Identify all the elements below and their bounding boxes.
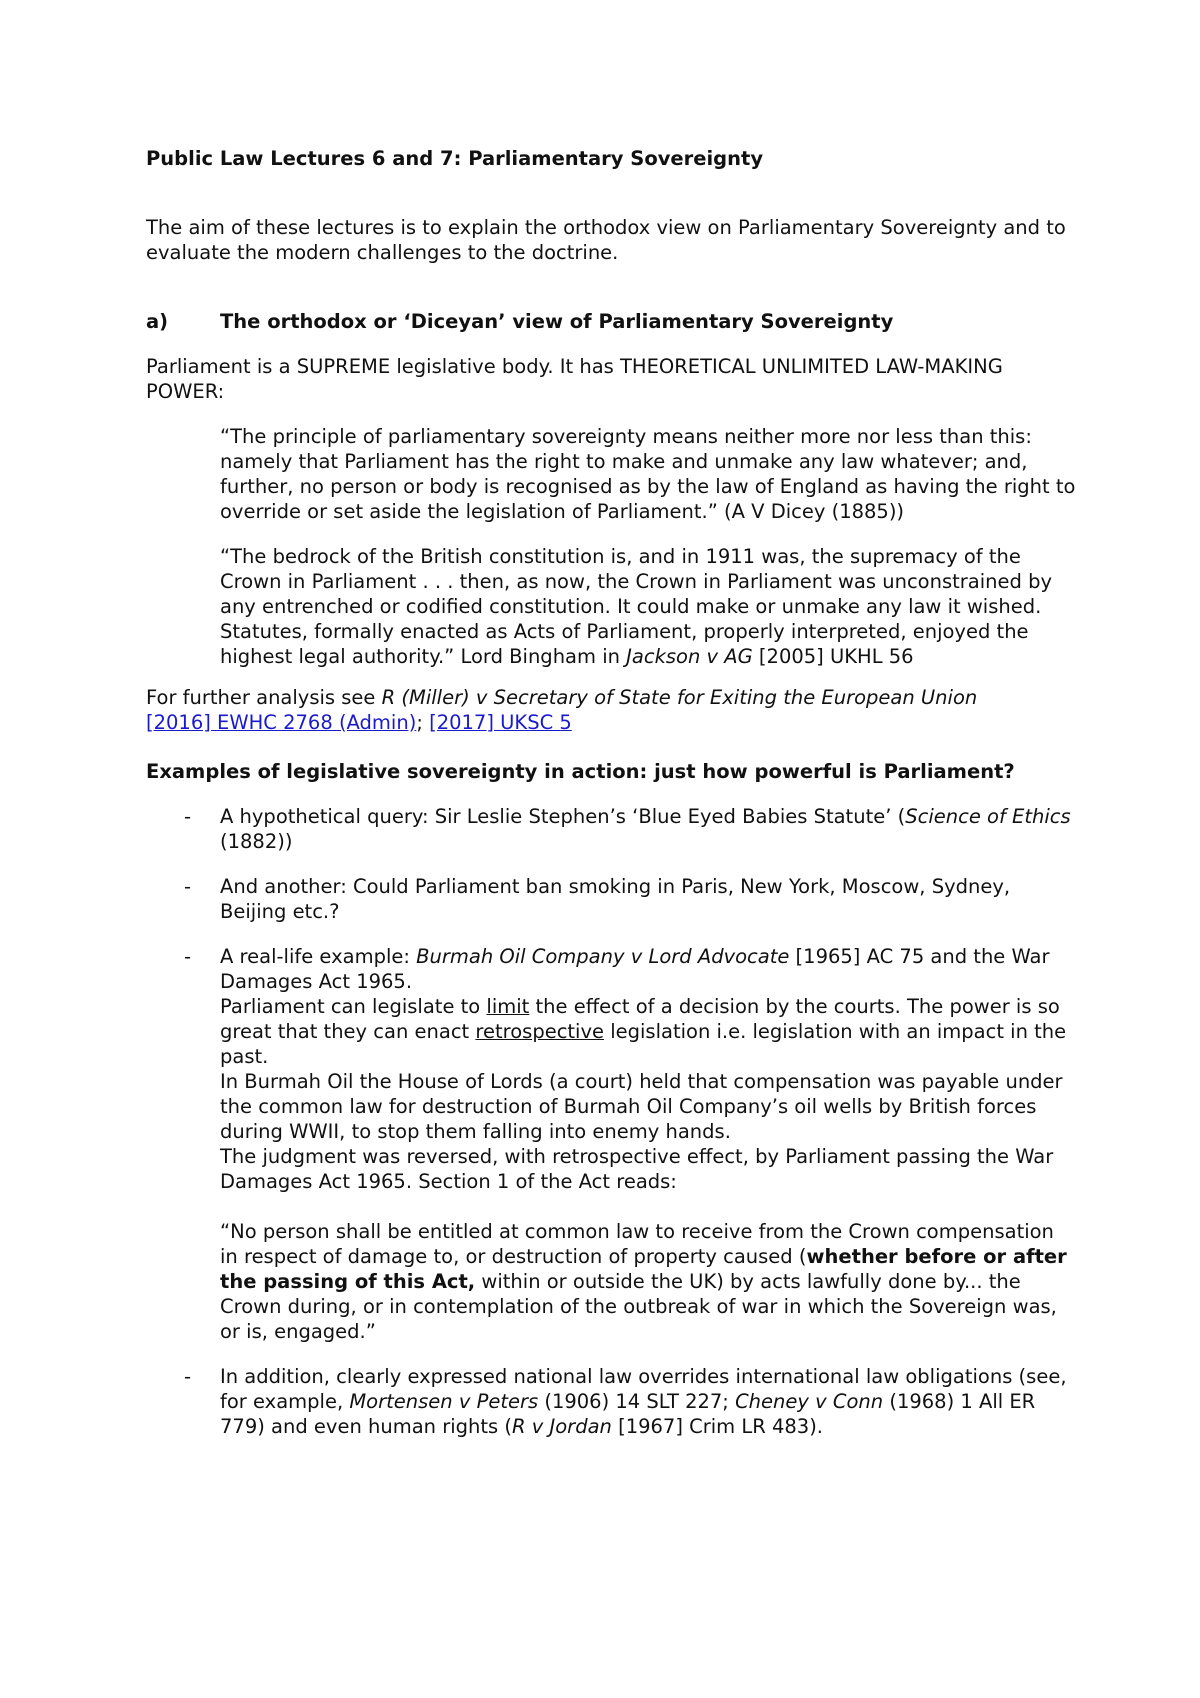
underlined-limit: limit bbox=[486, 995, 530, 1018]
document-page bbox=[146, 146, 1076, 1459]
examples-heading: Examples of legislative sovereignty in action: just how powerful is Parliament? bbox=[146, 760, 1015, 783]
quote-post: within or outside the UK) by acts lawfully done by... the Crown during, or in contemplation of the outbreak of war in which the Sovereign was, or is, engaged.” bbox=[220, 1270, 1057, 1343]
list-item bbox=[146, 804, 1076, 854]
further-prefix: For further analysis see bbox=[146, 686, 382, 709]
list-item-content bbox=[220, 1364, 1076, 1439]
bullet-3-intro: A real-life example: bbox=[220, 945, 417, 968]
case-name-jordan: R v Jordan bbox=[512, 1415, 612, 1438]
bingham-citation: [2005] UKHL 56 bbox=[752, 645, 914, 668]
case-name-mortensen: Mortensen v Peters bbox=[349, 1390, 539, 1413]
intro-paragraph: The aim of these lectures is to explain the orthodox view on Parliamentary Sovereignty and to evaluate the modern challenges to the doctrine. bbox=[146, 216, 1066, 264]
dash-bullet: - bbox=[184, 805, 192, 828]
further-analysis-paragraph bbox=[146, 685, 1076, 735]
book-title-science-of-ethics: Science of Ethics bbox=[905, 805, 1071, 828]
dash-bullet: - bbox=[184, 875, 192, 898]
section-a-number: a) bbox=[146, 310, 169, 333]
quote-pre: “No person shall be entitled at common law to receive from the Crown compensation in respect of damage to, or destruction of property caused ( bbox=[220, 1220, 1054, 1268]
link-uksc-2017[interactable]: [2017] UKSC 5 bbox=[429, 711, 572, 734]
quote-bold-text: whether before or after the passing of this Act, bbox=[220, 1245, 1067, 1293]
bullet-4-pre: In addition, clearly expressed national law overrides international law obligations (see, for example, bbox=[220, 1365, 1067, 1413]
case-name-jackson: Jackson v AG bbox=[626, 645, 753, 668]
bullet-4-mid2: (1968) 1 All ER 779) and even human rights ( bbox=[220, 1390, 1036, 1438]
bullet-3-line-4: The judgment was reversed, with retrospective effect, by Parliament passing the War Damages Act 1965. Section 1 of the Act reads: bbox=[220, 1145, 1054, 1193]
bullet-4-post: [1967] Crim LR 483). bbox=[611, 1415, 824, 1438]
bullet-3-citation: [1965] AC 75 and the War Damages Act 1965. bbox=[220, 945, 1050, 993]
dash-bullet: - bbox=[184, 945, 192, 968]
bullet-3-l2-mid: the effect of a decision by the courts. The power is so great that they can enact bbox=[220, 995, 1060, 1043]
case-name-burmah-oil: Burmah Oil Company v Lord Advocate bbox=[416, 945, 790, 968]
list-item-content bbox=[220, 804, 1076, 854]
section-a-heading bbox=[146, 309, 1076, 334]
link-ewhc-2016[interactable]: [2016] EWHC 2768 (Admin) bbox=[146, 711, 417, 734]
case-name-miller: R (Miller) v Secretary of State for Exiting the European Union bbox=[381, 686, 978, 709]
bullet-1-year: (1882)) bbox=[220, 830, 293, 853]
bingham-quote-text: “The bedrock of the British constitution is, and in 1911 was, the supremacy of the Crown in Parliament . . . then, as now, the Crown in Parliament was unconstrained by any entrenched or codified constitution. It could make or unmake any law it wished. Statutes, formally enacted as Acts of Parliament, properly interpreted, enjoyed the highest legal authority.” Lord Bingham in bbox=[220, 545, 1053, 668]
case-name-cheney: Cheney v Conn bbox=[735, 1390, 884, 1413]
underlined-retrospective: retrospective bbox=[475, 1020, 605, 1043]
bullet-2-text: And another: Could Parliament ban smoking in Paris, New York, Moscow, Sydney, Beijing etc.? bbox=[220, 875, 1011, 923]
section-a-title: The orthodox or ‘Diceyan’ view of Parliamentary Sovereignty bbox=[220, 310, 894, 333]
list-item-content bbox=[220, 944, 1076, 1344]
bullet-4-mid1: (1906) 14 SLT 227; bbox=[538, 1390, 736, 1413]
bullet-1-text: A hypothetical query: Sir Leslie Stephen’s ‘Blue Eyed Babies Statute’ ( bbox=[220, 805, 906, 828]
dicey-quote: “The principle of parliamentary sovereignty means neither more nor less than this: namely that Parliament has the right to make and unmake any law whatever; and, further, no person or body is recognised as by the law of England as having the right to override or set aside the legislation of Parliament.” (A V Dicey (1885)) bbox=[220, 425, 1076, 523]
bingham-quote bbox=[220, 544, 1076, 669]
bullet-3-line-2 bbox=[220, 994, 1076, 1069]
bullet-3-l2-post: legislation i.e. legislation with an impact in the past. bbox=[220, 1020, 1067, 1068]
bullet-3-l2-pre: Parliament can legislate to bbox=[220, 995, 487, 1018]
document-title: Public Law Lectures 6 and 7: Parliamentary Sovereignty bbox=[146, 147, 764, 170]
bullet-3-line-3: In Burmah Oil the House of Lords (a court) held that compensation was payable under the common law for destruction of Burmah Oil Company’s oil wells by British forces during WWII, to stop them falling into enemy hands. bbox=[220, 1070, 1063, 1143]
list-item bbox=[146, 944, 1076, 1344]
war-damages-act-quote bbox=[220, 1219, 1076, 1344]
link-separator: ; bbox=[416, 711, 430, 734]
supreme-paragraph: Parliament is a SUPREME legislative body. It has THEORETICAL UNLIMITED LAW-MAKING POWER: bbox=[146, 355, 1003, 403]
bullet-3-line-1 bbox=[220, 944, 1076, 994]
list-item bbox=[146, 874, 1076, 924]
dash-bullet: - bbox=[184, 1365, 192, 1388]
list-item bbox=[146, 1364, 1076, 1439]
